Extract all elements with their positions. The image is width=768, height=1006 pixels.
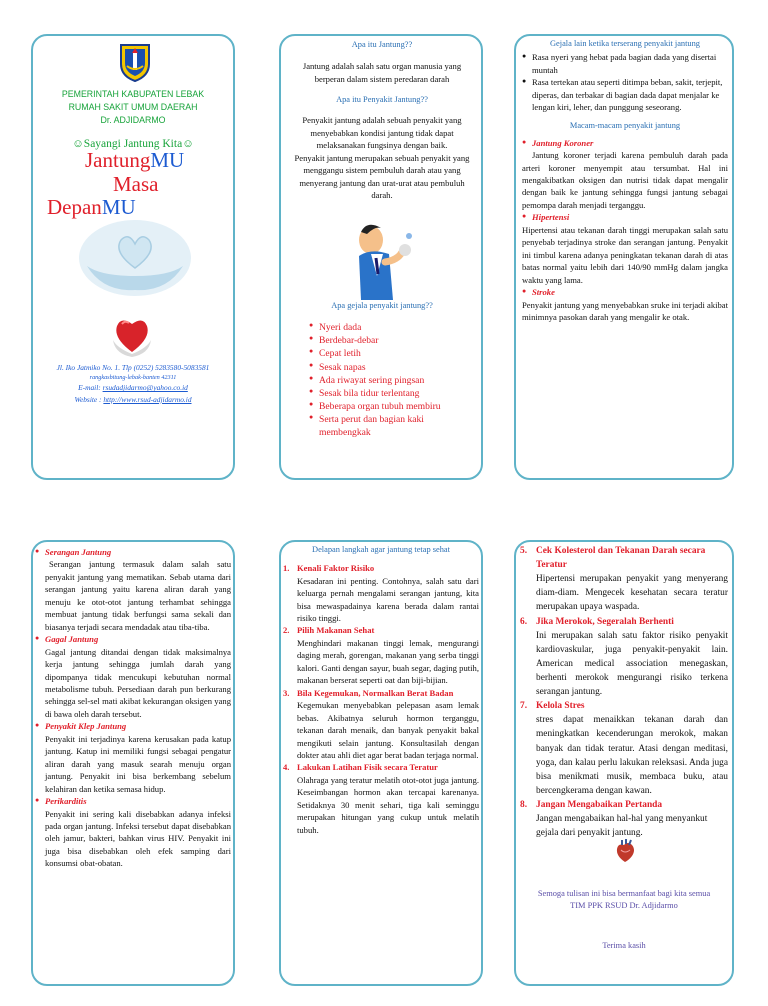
type-stroke-text: Penyakit jantung yang menyebabkan sruke ini terjadi akibat minimnya pasokan darah yang mengalir ke otak.: [522, 299, 728, 322]
step-7-text: stres dapat menaikkan tekanan darah dan meningkatkan kecenderungan merokok, makan banyak dan tidak teratur. Atasi dengan meditasi, yoga, dan kalau perlu lakukan releksasi. Anda juga bisa menikmati musik, membaca buku, atau bercengkerama dengan kawan.: [536, 715, 728, 796]
thank-you-text: Terima kasih: [602, 941, 646, 950]
type-coronary-heading: ● Jantung Koroner: [522, 137, 728, 149]
question-what-is-heart: Apa itu Jantung??: [351, 40, 413, 49]
step-8-heading: [520, 798, 728, 812]
list-item: ● Sesak napas: [309, 361, 475, 374]
answer-heart-disease-2: Penyakit jantung merupakan sebuah penyakit yang menggangu sistem pembuluh darah atau yang menyerang jantung dan urat-urat atau pembuluh darah.: [294, 152, 470, 200]
list-item: ● Sesak bila tidur terlentang: [309, 387, 475, 400]
step-1-text: Kesadaran ini penting. Contohnya, salah satu dari keluarga pernah mengalami serangan jantung, kita bisa mewaspadainya karena berada dalam rantai risiko tinggi.: [297, 575, 479, 623]
step-1-name: Kenali Faktor Risiko: [297, 563, 375, 574]
list-item: ● Beberapa organ tubuh membiru: [309, 400, 475, 413]
cover-website-line: [33, 394, 233, 405]
website-label: Website :: [74, 394, 104, 404]
step-5-name: Cek Kolesterol dan Tekanan Darah secara Teratur: [536, 546, 706, 571]
step-4-name: Lakukan Latihan Fisik secara Teratur: [297, 762, 438, 773]
type-valve-text: Penyakit ini terjadinya karena kerusakan pada katup jantung. Katup ini memiliki fungsi sebagai pengatur aliran darah yang masuk searah menuju organ jantung. Penyakit ini bisa berkembang sebelum kelahiran dan ketika semasa hidup.: [45, 733, 231, 794]
intro-panel: [279, 34, 483, 480]
heart-hands-icon: [107, 310, 157, 358]
regency-emblem-icon: [118, 42, 152, 82]
email-label: E-mail:: [78, 383, 103, 393]
cover-title-word2: Masa: [113, 171, 159, 196]
list-item: ● Rasa tertekan atau seperti ditimpa beban, sakit, terjepit, diperas, dan terbakar di bagian dada dapat menjalar ke lengan kiri, leher, dan punggung seseorang.: [522, 76, 728, 113]
type-pericarditis-text: Penyakit ini sering kali disebabkan adanya infeksi pada organ jantung. Infeksi tersebut dapat disebabkan oleh jamur, bakteri, bahkan virus HIV. Penyakit ini juga bisa disebabkan oleh efek samping dari konsumsi obat-obatan.: [45, 808, 231, 869]
org-line-1: PEMERINTAH KABUPATEN LEBAK: [61, 89, 205, 99]
cover-title-word3: Depan: [47, 195, 102, 220]
step-7-name: Kelola Stres: [536, 701, 585, 712]
hands-heart-watermark-icon: [73, 216, 197, 300]
type-hypertension-text: Hipertensi atau tekanan darah tinggi merupakan salah satu penyebab terjadinya stroke dan serangan jantung. Penyakit ini timbul karena adanya peningkatan tekanan darah di atas batas normal yaitu lebih dari 140/90 mmHg dalam jangka waktu yang lama.: [522, 224, 728, 285]
type-heart-failure-text: Gagal jantung ditandai dengan tidak maksimalnya kerja jantung sehingga jumlah darah yang dipompanya tidak mencukupi kebutuhan normal metabolisme tubuh. Persediaan darah pun berkurang sehingga sel-sel mati akibat kekurangan oksigen yang di bawa oleh darah tersebut.: [45, 646, 231, 719]
other-symptom-list: [522, 51, 728, 113]
step-2-name: Pilih Makanan Sehat: [297, 625, 375, 636]
list-item: ● Berdebar-debar: [309, 334, 475, 347]
disease-types-panel: [31, 540, 235, 986]
list-item: ● Rasa nyeri yang hebat pada bagian dada yang disertai muntah: [522, 51, 728, 76]
email-link[interactable]: rsudadjidarmo@yahoo.co.id: [102, 383, 188, 393]
closing-message: Semoga tulisan ini bisa bermanfaat bagi kita semua: [537, 889, 711, 898]
step-2-heading: [283, 624, 479, 636]
cover-title-word1: Jantung: [85, 148, 151, 172]
cover-title-word1-suffix: MU: [150, 148, 185, 172]
step-5-text: Hipertensi merupakan penyakit yang menyerang diam-diam. Mengecek kesehatan secara teratur merupakan upaya waspada.: [536, 574, 728, 613]
question-what-is-heart-disease: Apa itu Penyakit Jantung??: [336, 95, 428, 105]
step-3-name: Bila Kegemukan, Normalkan Berat Badan: [297, 687, 454, 698]
type-coronary-text: Jantung koroner terjadi karena pembuluh darah pada arteri koroner menyempit atau tersumbat. Hal ini mengakibatkan oksigen dan nutrisi tidak dapat mengalir dengan baik ke jantung sehingga fungsi jantung sebagai pemompa darah menjadi terganggu.: [522, 150, 728, 210]
step-6-text: Ini merupakan salah satu faktor risiko penyakit kardiovaskular, juga penyakit-penyakit lain. American medical association menegaskan, berhenti merokok mengurangi risiko terkena serangan jantung.: [536, 630, 728, 698]
step-1-number: 1.: [283, 563, 290, 574]
man-chest-pain-icon: [349, 216, 419, 302]
steps-panel-2: [514, 540, 734, 986]
symptoms-types-panel: [514, 34, 734, 480]
cover-address: Jl. Iko Jatmiko No. 1. Tlp (0252) 5283580-5083581: [56, 363, 210, 372]
steps-panel-1: [279, 540, 483, 986]
step-5-heading: [520, 544, 728, 572]
type-hypertension-heading: ● Hipertensi: [522, 211, 728, 223]
step-4-heading: [283, 761, 479, 773]
step-4-text: Olahraga yang teratur melatih otot-otot juga jantung. Keseimbangan hormon akan tercapai karenanya. Setidaknya 30 menit sehari, tiga kali seminggu merupakan hitungan yang cukup untuk melatih tubuh.: [297, 774, 479, 835]
step-3-heading: [283, 687, 479, 699]
step-7-number: 7.: [520, 701, 528, 712]
type-heart-failure-heading: ● Gagal Jantung: [35, 633, 231, 645]
type-stroke-heading: ● Stroke: [522, 286, 728, 298]
step-6-name: Jika Merokok, Segeralah Berhenti: [536, 616, 674, 627]
step-8-name: Jangan Mengabaikan Pertanda: [536, 799, 663, 810]
type-heart-attack-text: Serangan jantung termasuk dalam salah satu penyakit jantung yang mematikan. Sebab utama dari serangan jantung yaitu karena aliran darah yang menuju ke otot-otot jantung terhambat sehingga membuat jantung tidak berfungsi sama sekali dan biasanya terjadi secara mendadak atau tiba-tiba.: [45, 559, 231, 632]
step-3-number: 3.: [283, 687, 290, 698]
step-1-heading: [283, 562, 479, 574]
cover-address-2: rangkasbitung-lebak-banten 42311: [89, 374, 177, 382]
question-symptoms: Apa gejala penyakit jantung??: [331, 301, 433, 310]
steps-title: Delapan langkah agar jantung tetap sehat: [312, 545, 450, 554]
anatomical-heart-icon: [614, 838, 636, 864]
org-line-2: RUMAH SAKIT UMUM DAERAH: [68, 102, 198, 113]
list-item: ● Ada riwayat sering pingsan: [309, 374, 475, 387]
step-2-number: 2.: [283, 625, 290, 636]
step-2-text: Menghindari makanan tinggi lemak, mengurangi daging merah, gorengan, makanan yang serba tinggi kalori. Ganti dengan sayur, buah segar, daging putih, makanan berserat seperti oat dan biji-bijian.: [297, 637, 479, 686]
step-5-number: 5.: [520, 546, 528, 556]
types-title: Macam-macam penyakit jantung: [569, 121, 681, 131]
step-4-number: 4.: [283, 762, 290, 773]
type-pericarditis-heading: ● Perikarditis: [35, 795, 231, 807]
answer-heart-disease-1: Penyakit jantung adalah sebuah penyakit yang menyebabkan kondisi jantung tidak dapat melaksanakan fungsinya dengan baik.: [302, 115, 462, 151]
cover-panel: [31, 34, 235, 480]
step-6-heading: [520, 615, 728, 629]
cover-title: [33, 149, 233, 220]
step-6-number: 6.: [520, 616, 528, 627]
list-item: ● Cepat letih: [309, 347, 475, 360]
type-heart-attack-heading: ● Serangan Jantung: [35, 546, 231, 558]
answer-what-is-heart: Jantung adalah salah satu organ manusia yang berperan dalam sistem peredaran darah: [302, 61, 462, 84]
step-8-text: Jangan mengabaikan hal-hal yang menyankut gejala dari penyakit jantung.: [536, 814, 708, 839]
closing-team: TIM PPK RSUD Dr. Adjidarmo: [570, 901, 678, 911]
step-7-heading: [520, 699, 728, 713]
type-valve-heading: ● Penyakit Klep Jantung: [35, 720, 231, 732]
step-3-text: Kegemukan menyebabkan pelepasan asam lemak bebas. Akibatnya seluruh hormon terganggu, tekanan darah menaik, dan banyak penyakit bakal mengikuti selain jantung. Konsultasilah dengan dokter atau ahli diet agar berat badan terjaga normal.: [297, 700, 479, 760]
org-line-3: Dr. ADJIDARMO: [100, 115, 166, 126]
list-item: ● Serta perut dan bagian kaki membengkak: [309, 413, 475, 439]
cover-title-word3-suffix: MU: [101, 195, 136, 220]
symptom-list: [309, 321, 475, 439]
step-8-number: 8.: [520, 799, 528, 810]
website-link[interactable]: http://www.rsud-adjidarmo.id: [103, 394, 192, 404]
cover-tagline: ☺Sayangi Jantung Kita☺: [72, 138, 194, 150]
cover-email-line: [33, 382, 233, 393]
other-symptoms-title: Gejala lain ketika terserang penyakit jantung: [550, 39, 700, 48]
list-item: ● Nyeri dada: [309, 321, 475, 334]
